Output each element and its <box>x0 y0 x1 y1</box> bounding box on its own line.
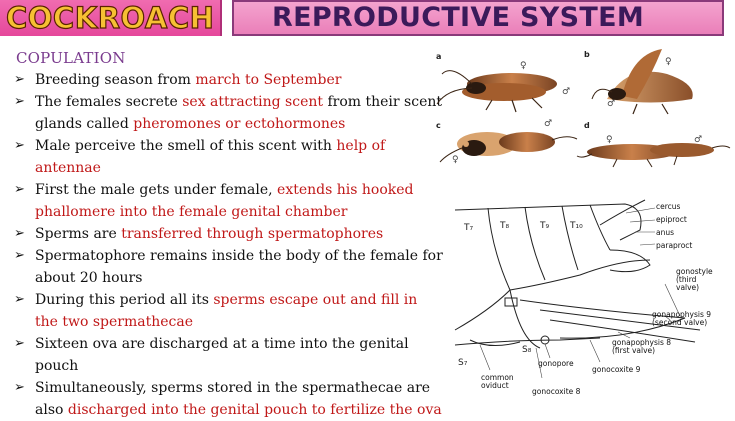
male-symbol-c: ♂ <box>544 119 553 129</box>
section-title: COPULATION <box>16 49 126 67</box>
label-gonapophysis-9: gonapophysis 9 (second valve) <box>652 310 712 327</box>
tergite-7: T₇ <box>464 223 474 233</box>
bullet-item <box>14 333 444 377</box>
label-gonopore: gonopore <box>538 359 574 368</box>
bullet-text: First the male gets under female, <box>35 182 278 198</box>
bullet-text: Sixteen ova are discharged at a time into the genital pouch <box>35 336 409 374</box>
bullet-text: Male perceive the smell of this scent with <box>35 138 337 154</box>
male-symbol-d: ♂ <box>694 135 703 145</box>
bullet-item <box>14 135 444 179</box>
tergite-9: T₉ <box>540 221 550 231</box>
female-symbol-c: ♀ <box>452 155 459 165</box>
photo-label-d: d <box>584 121 590 130</box>
arrow-bullet-icon: ➢ <box>14 226 25 241</box>
female-symbol-d: ♀ <box>606 135 613 145</box>
label-gonapophysis-8: gonapophysis 8 (first valve) <box>612 338 672 355</box>
male-symbol-a: ♂ <box>562 87 571 97</box>
photo-c <box>440 119 577 165</box>
arrow-bullet-icon: ➢ <box>14 336 25 351</box>
photo-d <box>577 135 730 167</box>
highlighted-text: help of antennae <box>35 138 386 176</box>
tergite-10: T₁₀ <box>570 221 583 231</box>
female-symbol-b: ♀ <box>665 57 672 67</box>
label-gonostyle: gonostyle (third valve) <box>676 267 713 292</box>
label-gonocoxite-9: gonocoxite 9 <box>592 365 641 374</box>
bullet-item <box>14 91 444 135</box>
highlighted-text: sex attracting scent <box>182 94 324 110</box>
label-epiproct: epiproct <box>656 215 687 224</box>
tergite-8: T₈ <box>500 221 510 231</box>
bullet-item <box>14 179 444 223</box>
bullet-text: Breeding season from <box>35 72 196 88</box>
highlighted-text: transferred through spermatophores <box>121 226 384 242</box>
arrow-bullet-icon: ➢ <box>14 292 25 307</box>
arrow-bullet-icon: ➢ <box>14 138 25 153</box>
photo-label-a: a <box>436 52 442 61</box>
bullet-item <box>14 223 444 245</box>
bullet-text: The females secrete <box>35 94 183 110</box>
arrow-bullet-icon: ➢ <box>14 182 25 197</box>
bullet-item <box>14 69 444 91</box>
bullet-item <box>14 377 444 421</box>
label-paraproct: paraproct <box>656 241 693 250</box>
arrow-bullet-icon: ➢ <box>14 72 25 87</box>
sternite-8: S₈ <box>522 345 532 355</box>
arrow-bullet-icon: ➢ <box>14 94 25 109</box>
label-gonocoxite-8: gonocoxite 8 <box>532 387 581 396</box>
arrow-bullet-icon: ➢ <box>14 248 25 263</box>
header-left-title: COCKROACH <box>6 1 215 35</box>
highlighted-text: pheromones or ectohormones <box>133 116 346 132</box>
highlighted-text: extends his hooked phallomere into the female genital chamber <box>35 182 414 220</box>
cockroach-photos <box>432 44 732 174</box>
bullet-item <box>14 245 444 289</box>
bullet-text: Simultaneously, sperms stored in the spermathecae are also <box>35 380 431 418</box>
photo-b <box>592 49 693 114</box>
header-left-banner <box>0 0 222 36</box>
highlighted-text: discharged into the genital pouch to fertilize the ova <box>67 402 442 418</box>
header-right-title: REPRODUCTIVE SYSTEM <box>272 2 644 33</box>
bullet-text: During this period all its <box>35 292 214 308</box>
highlighted-text: sperms escape out and fill in the two spermathecae <box>35 292 418 330</box>
photo-label-b: b <box>584 50 590 59</box>
bullet-text: Sperms are <box>35 226 122 242</box>
photo-label-c: c <box>436 121 441 130</box>
label-common-oviduct: common oviduct <box>481 373 514 390</box>
label-cercus: cercus <box>656 202 681 211</box>
header-right-banner <box>232 0 724 36</box>
highlighted-text: march to September <box>195 72 342 88</box>
label-anus: anus <box>656 228 675 237</box>
bullet-text: from their scent glands called <box>35 94 442 132</box>
bullet-text: Spermatophore remains inside the body of the female for about 20 hours <box>35 248 443 286</box>
arrow-bullet-icon: ➢ <box>14 380 25 395</box>
bullet-item <box>14 289 444 333</box>
male-symbol-b: ♂ <box>607 99 616 109</box>
sternite-7: S₇ <box>458 358 468 368</box>
female-symbol-a: ♀ <box>520 61 527 71</box>
bullet-list <box>14 69 444 421</box>
photo-a <box>437 61 570 112</box>
